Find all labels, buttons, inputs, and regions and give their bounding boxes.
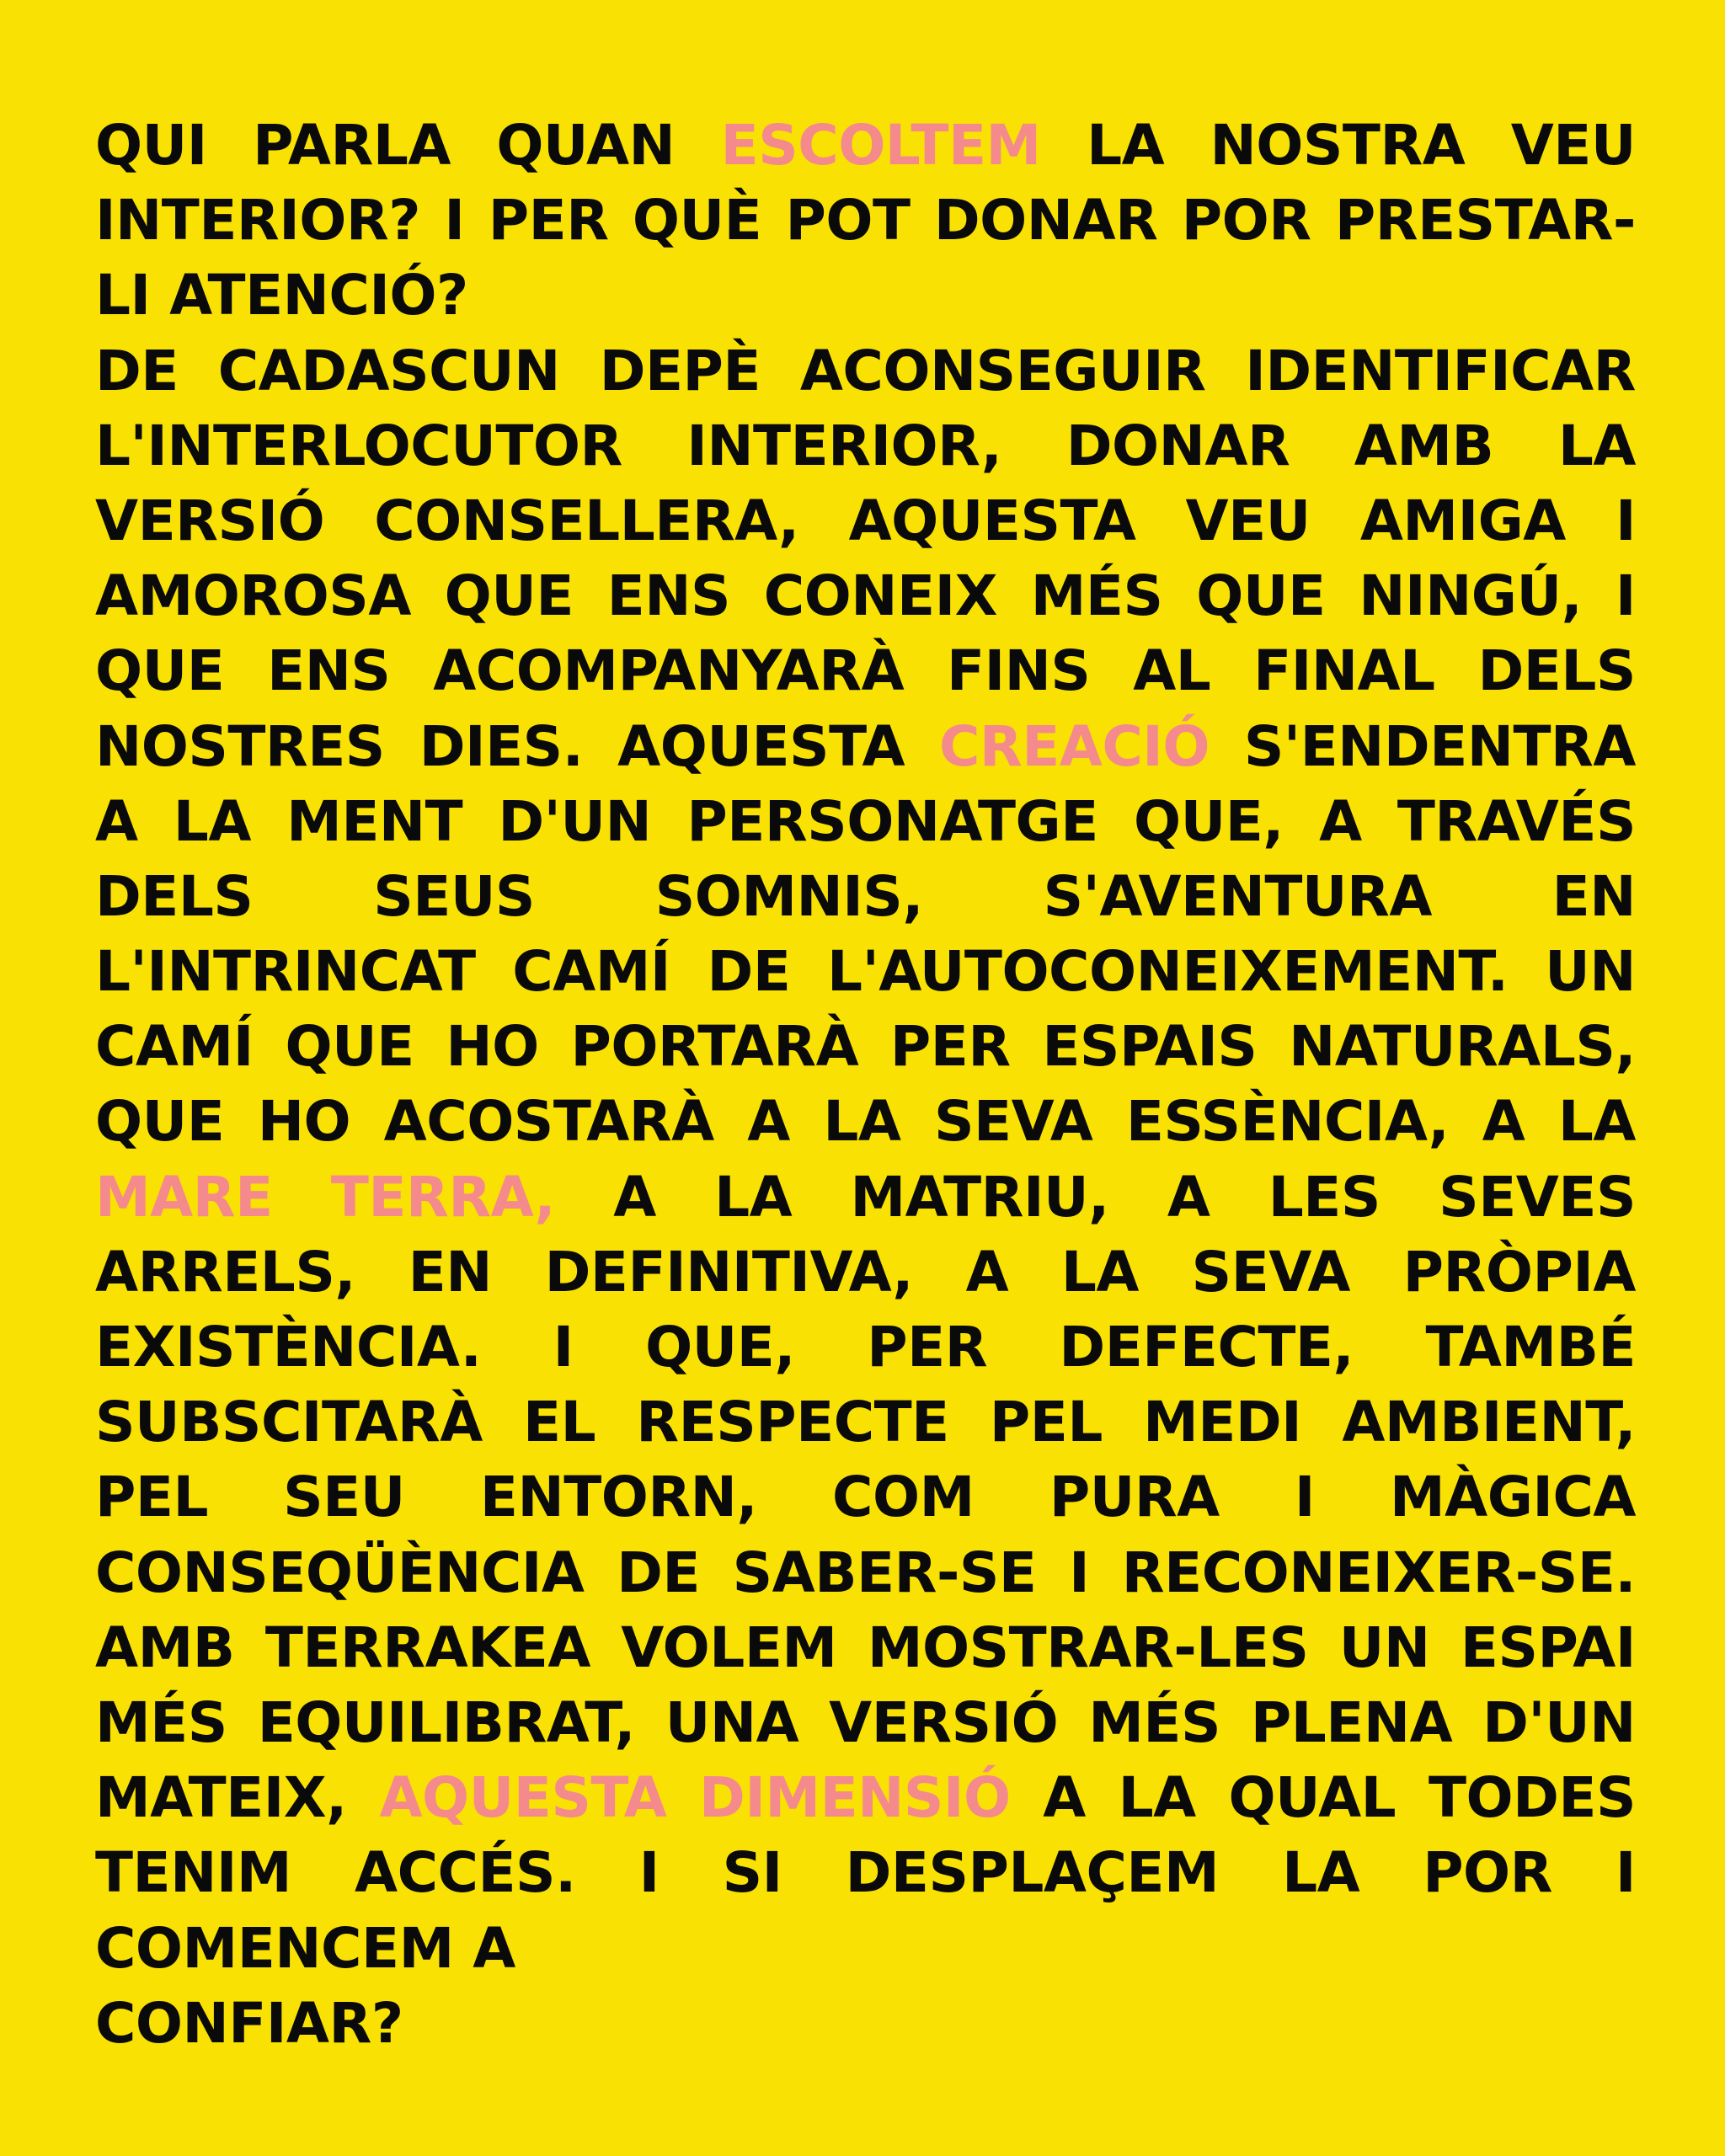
word: CONSEQÜÈNCIA <box>95 1540 585 1605</box>
word: QUE <box>1196 563 1326 629</box>
text-line <box>95 1160 1636 1235</box>
word: HO <box>257 1089 351 1155</box>
word: AMIGA <box>1359 488 1566 553</box>
word: AMB <box>95 1614 235 1680</box>
word: PARLA <box>253 113 451 178</box>
highlighted-word: DIMENSIÓ <box>699 1765 1011 1831</box>
word: MÀGICA <box>1389 1465 1636 1530</box>
word: VEU <box>1510 113 1636 178</box>
word: SUBSCITARÀ <box>95 1390 483 1455</box>
word: CADASCUN <box>217 338 560 403</box>
word: PER <box>488 188 609 253</box>
word: LA <box>1087 113 1165 178</box>
word: PERSONATGE <box>686 788 1098 854</box>
text-line <box>95 784 1636 859</box>
word: EN <box>1551 863 1636 929</box>
word: SEVA <box>934 1089 1093 1155</box>
text-line <box>95 1911 1636 1986</box>
word: DESPLAÇEM <box>845 1840 1220 1906</box>
text-line <box>95 558 1636 633</box>
word: FINS <box>946 638 1091 704</box>
text-segment: LI ATENCIÓ? <box>95 263 468 328</box>
text-line <box>95 709 1636 784</box>
word: DELS <box>95 863 254 929</box>
word: MÉS <box>1030 563 1163 629</box>
word: QUE, <box>645 1315 795 1380</box>
word: INTERIOR? <box>95 188 420 253</box>
word: PER <box>867 1315 988 1380</box>
word: ACOSTARÀ <box>383 1089 714 1155</box>
text-line <box>95 183 1636 258</box>
text-line <box>95 934 1636 1009</box>
word: UN <box>1338 1614 1430 1680</box>
word: VERSIÓ <box>829 1689 1059 1755</box>
text-line <box>95 258 1636 333</box>
poster-text <box>95 108 1636 2056</box>
word: DEPÈ <box>599 338 761 403</box>
word: LES <box>1268 1164 1381 1230</box>
word: LA <box>823 1089 901 1155</box>
word: IDENTIFICAR <box>1245 338 1636 403</box>
text-line <box>95 1235 1636 1310</box>
text-line <box>95 1610 1636 1685</box>
word: LA <box>1060 1239 1140 1305</box>
text-line <box>95 1310 1636 1385</box>
word: DEFINITIVA, <box>544 1239 913 1305</box>
word: A <box>747 1089 790 1155</box>
word: TODES <box>1428 1765 1636 1831</box>
text-segment: CONFIAR? <box>95 1990 403 2056</box>
word: AMOROSA <box>95 563 411 629</box>
word: I <box>1069 1540 1090 1605</box>
word: QUE <box>95 1089 225 1155</box>
text-line <box>95 408 1636 483</box>
word: FINAL <box>1253 638 1435 704</box>
word: POT <box>785 188 911 253</box>
word: MATRIU, <box>850 1164 1109 1230</box>
word: ACCÉS. <box>355 1840 576 1906</box>
text-line <box>95 483 1636 558</box>
word: QUI <box>95 113 207 178</box>
word: DEFECTE, <box>1059 1315 1354 1380</box>
word: QUÈ <box>632 188 762 253</box>
word: EQUILIBRAT, <box>257 1689 635 1755</box>
word: DE <box>707 939 791 1005</box>
word: EXISTÈNCIA. <box>95 1315 482 1380</box>
word: SI <box>722 1840 782 1906</box>
word: DELS <box>1477 638 1636 704</box>
word: ENTORN, <box>479 1465 757 1530</box>
word: I <box>1615 1840 1636 1906</box>
word: ENS <box>267 638 391 704</box>
text-line <box>95 1535 1636 1610</box>
word: POR <box>1181 188 1311 253</box>
word: SABER-SE <box>732 1540 1037 1605</box>
word: VEU <box>1185 488 1311 553</box>
text-line <box>95 1009 1636 1084</box>
word: EL <box>523 1390 596 1455</box>
word: A <box>613 1164 656 1230</box>
word: NOSTRES <box>95 713 385 779</box>
word: SEVES <box>1439 1164 1636 1230</box>
word: A <box>1043 1765 1086 1831</box>
highlighted-word: AQUESTA <box>379 1765 667 1831</box>
word: NATURALS, <box>1289 1014 1636 1080</box>
word: TAMBÉ <box>1425 1315 1636 1380</box>
highlighted-word: TERRA, <box>330 1164 556 1230</box>
word: I <box>444 188 465 253</box>
word: SEVA <box>1191 1239 1350 1305</box>
text-line <box>95 1835 1636 1910</box>
word: SEU <box>283 1465 405 1530</box>
word: D'UN <box>1482 1689 1636 1755</box>
word: DONAR <box>933 188 1158 253</box>
word: LA <box>1557 1089 1636 1155</box>
word: CAMÍ <box>512 939 670 1005</box>
word: I <box>638 1840 660 1906</box>
word: PRESTAR- <box>1334 188 1636 253</box>
word: A <box>965 1239 1009 1305</box>
word: TENIM <box>95 1840 292 1906</box>
word: A <box>1319 788 1362 854</box>
word: EN <box>408 1239 492 1305</box>
word: NOSTRA <box>1210 113 1466 178</box>
word: QUAN <box>496 113 676 178</box>
word: PURA <box>1049 1465 1220 1530</box>
word: AQUESTA <box>848 488 1136 553</box>
word: TERRAKEA <box>264 1614 590 1680</box>
text-line <box>95 1760 1636 1835</box>
word: ESPAIS <box>1042 1014 1258 1080</box>
word: I <box>1615 488 1636 553</box>
word: LA <box>173 788 251 854</box>
word: PEL <box>95 1465 209 1530</box>
word: I <box>1294 1465 1315 1530</box>
text-line <box>95 633 1636 708</box>
word: QUE <box>95 638 225 704</box>
word: MATEIX, <box>95 1765 347 1831</box>
word: VERSIÓ <box>95 488 325 553</box>
word: LA <box>1557 413 1636 478</box>
word: SOMNIS, <box>654 863 923 929</box>
word: MÉS <box>95 1689 227 1755</box>
word: RECONEIXER-SE. <box>1121 1540 1636 1605</box>
word: PORTARÀ <box>570 1014 859 1080</box>
word: ENS <box>606 563 730 629</box>
word: PER <box>889 1014 1011 1080</box>
word: L'AUTOCONEIXEMENT. <box>827 939 1509 1005</box>
text-line <box>95 334 1636 408</box>
text-line <box>95 859 1636 934</box>
word: I <box>553 1315 574 1380</box>
word: A <box>95 788 138 854</box>
word: AL <box>1133 638 1211 704</box>
word: DE <box>95 338 179 403</box>
word: A <box>1482 1089 1525 1155</box>
word: CONEIX <box>763 563 998 629</box>
text-line <box>95 1084 1636 1159</box>
word: NINGÚ, <box>1359 563 1583 629</box>
word: MÉS <box>1088 1689 1220 1755</box>
word: UN <box>1545 939 1636 1005</box>
highlighted-word: ESCOLTEM <box>720 113 1041 178</box>
word: MEDI <box>1143 1390 1302 1455</box>
word: MOSTRAR-LES <box>867 1614 1309 1680</box>
word: AMB <box>1354 413 1494 478</box>
word: HO <box>446 1014 539 1080</box>
word: AQUESTA <box>617 713 905 779</box>
word: QUAL <box>1228 1765 1397 1831</box>
text-line <box>95 108 1636 183</box>
word: DIES. <box>419 713 584 779</box>
highlighted-word: MARE <box>95 1164 273 1230</box>
word: S'ENDENTRA <box>1243 713 1636 779</box>
word: A <box>1167 1164 1210 1230</box>
highlighted-word: CREACIÓ <box>938 713 1210 779</box>
word: L'INTRINCAT <box>95 939 476 1005</box>
word: AMBIENT, <box>1342 1390 1636 1455</box>
word: COM <box>832 1465 975 1530</box>
word: DE <box>617 1540 700 1605</box>
text-line <box>95 1685 1636 1760</box>
text-line <box>95 1986 1636 2061</box>
word: VOLEM <box>621 1614 837 1680</box>
word: QUE <box>444 563 574 629</box>
word: ESSÈNCIA, <box>1125 1089 1450 1155</box>
word: DONAR <box>1065 413 1290 478</box>
word: PLENA <box>1250 1689 1453 1755</box>
word: PEL <box>989 1390 1103 1455</box>
word: D'UN <box>498 788 652 854</box>
text-line <box>95 1460 1636 1534</box>
word: LA <box>1282 1840 1360 1906</box>
word: QUE, <box>1134 788 1284 854</box>
word: I <box>1615 563 1636 629</box>
text-line <box>95 1385 1636 1460</box>
word: CAMÍ <box>95 1014 254 1080</box>
word: QUE <box>285 1014 414 1080</box>
word: S'AVENTURA <box>1043 863 1432 929</box>
word: ACONSEGUIR <box>799 338 1206 403</box>
word: LA <box>714 1164 793 1230</box>
word: ACOMPANYARÀ <box>433 638 905 704</box>
word: ESPAI <box>1460 1614 1636 1680</box>
text-segment: COMENCEM A <box>95 1915 515 1981</box>
word: PRÒPIA <box>1402 1239 1636 1305</box>
word: LA <box>1118 1765 1196 1831</box>
word: ARRELS, <box>95 1239 355 1305</box>
word: CONSELLERA, <box>374 488 799 553</box>
word: UNA <box>665 1689 799 1755</box>
word: L'INTERLOCUTOR <box>95 413 622 478</box>
word: INTERIOR, <box>686 413 1002 478</box>
word: MENT <box>286 788 463 854</box>
word: SEUS <box>373 863 535 929</box>
word: POR <box>1423 1840 1552 1906</box>
word: RESPECTE <box>636 1390 949 1455</box>
word: TRAVÉS <box>1397 788 1636 854</box>
